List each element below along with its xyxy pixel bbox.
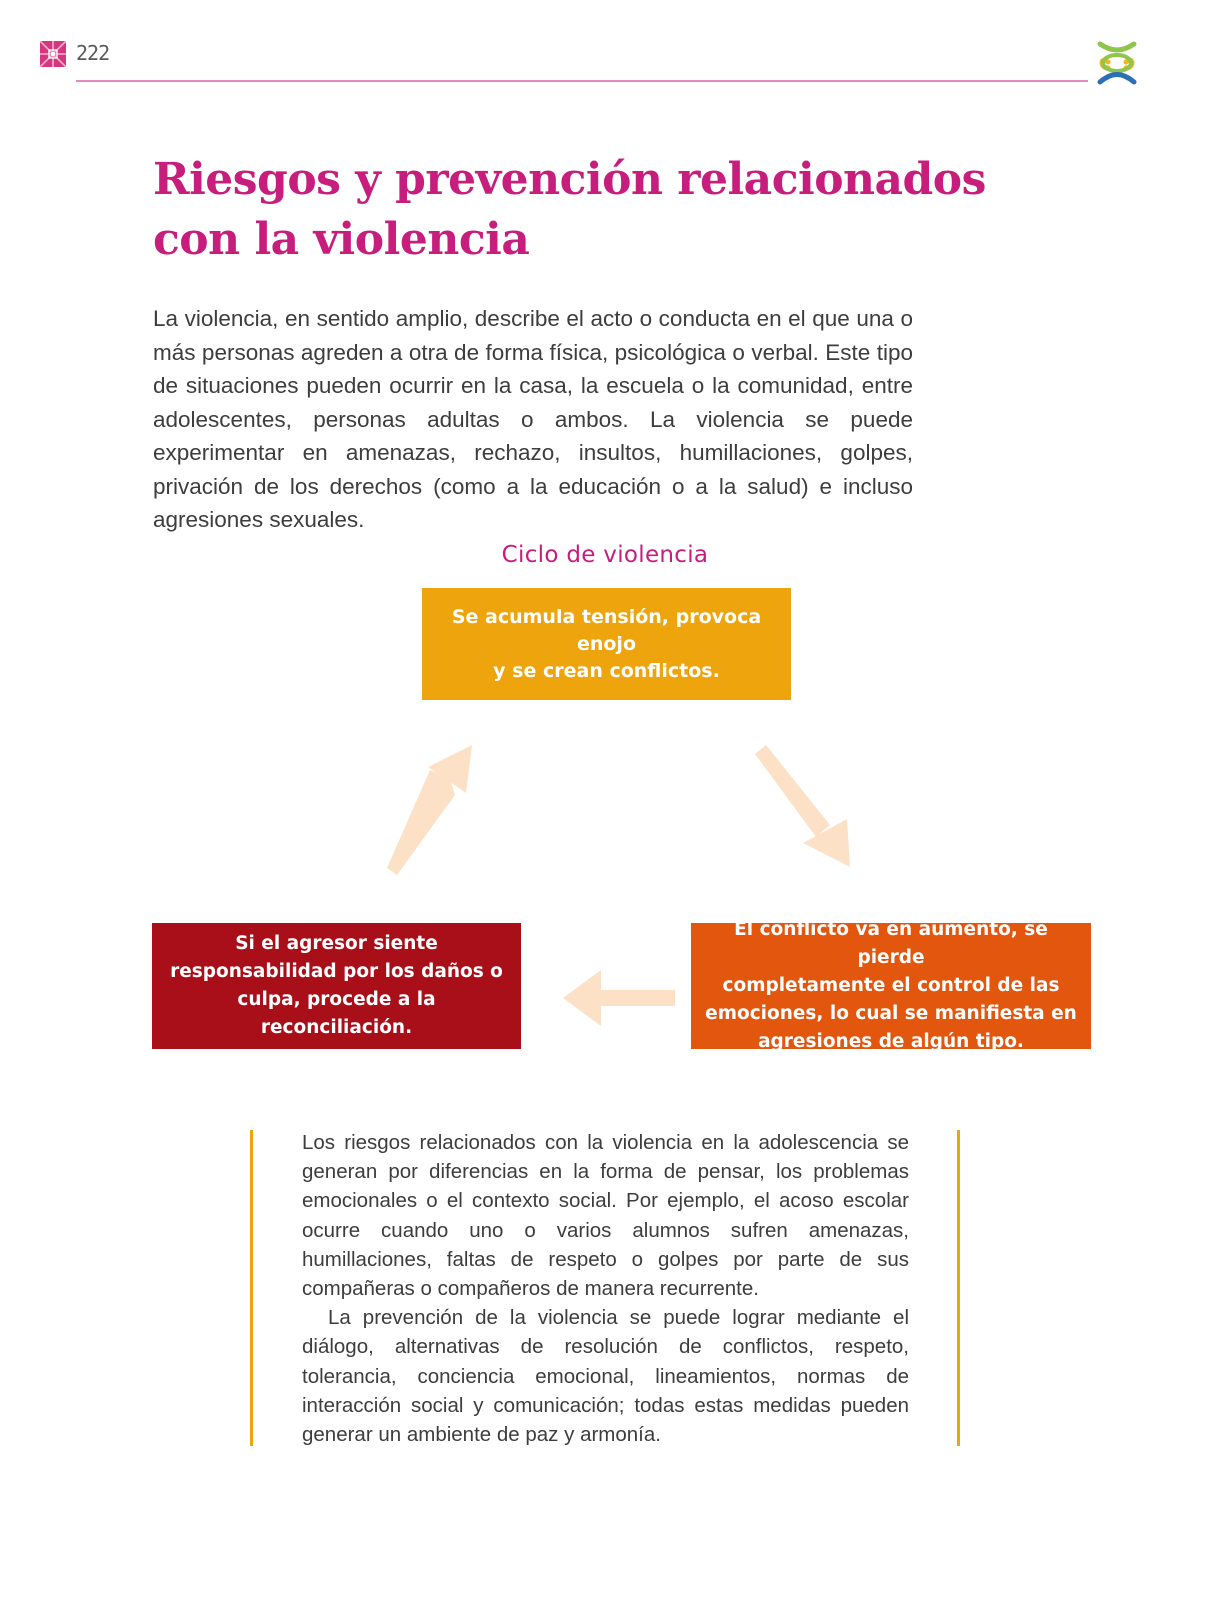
box-text-line: agresiones de algún tipo. xyxy=(758,1031,1024,1052)
pink-pattern-square-icon xyxy=(40,41,66,67)
box-text-line: culpa, procede a la reconciliación. xyxy=(237,989,436,1038)
box-text-line: Se acumula tensión, provoca enojo xyxy=(451,605,762,655)
intro-paragraph: La violencia, en sentido amplio, describe el acto o conducta en el que una o más personas agreden a otra de forma física, psicológica o verbal. Este tipo de situaciones pueden ocurrir en la casa, la escuela o la comunidad, entre adolescentes, personas adultas o ambos. La violencia se puede experimentar en amenazas, rechazo, insultos, humillaciones, golpes, privación de los derechos (como a la educación o a la salud) e incluso agresiones sexuales. xyxy=(153,306,913,532)
box-text-line: responsabilidad por los daños o xyxy=(170,961,503,982)
box-text-line: Si el agresor siente xyxy=(235,933,438,954)
cycle-box-tension xyxy=(422,588,791,700)
arrow-up-right-icon xyxy=(380,745,490,870)
arrow-down-right-icon xyxy=(755,745,865,870)
frame-rule-left xyxy=(250,1130,253,1446)
prevention-paragraph: La prevención de la violencia se puede lograr mediante el diálogo, alternativas de resolución de conflictos, respeto, tolerancia, conciencia emocional, lineamientos, normas de interacción social y comunicación; todas estas medidas pueden generar un ambiente de paz y armonía. xyxy=(302,1306,909,1447)
cycle-box-escalation xyxy=(691,919,1091,1052)
risks-text-block xyxy=(302,1128,909,1449)
box-text-line: completamente el control de las xyxy=(722,975,1060,996)
header-rule xyxy=(76,80,1088,82)
page-number: 222 xyxy=(76,41,110,65)
box-text-line: El conflicto va en aumento, se pierde xyxy=(734,919,1048,968)
title-line-2: con la violencia xyxy=(153,214,530,265)
page-title xyxy=(153,150,1053,270)
diagram-title: Ciclo de violencia xyxy=(501,542,709,568)
interlocking-rings-logo-icon xyxy=(1094,38,1140,86)
risks-paragraph: Los riesgos relacionados con la violencia en la adolescencia se generan por diferencias en la forma de pensar, los problemas emocionales o el contexto social. Por ejemplo, el acoso escolar ocurre cuando uno o varios alumnos sufren amenazas, humillaciones, faltas de respeto o golpes por parte de sus compañeras o compañeros de manera recurrente. xyxy=(302,1131,909,1301)
frame-rule-right xyxy=(957,1130,960,1446)
box-text-line: y se crean conflictos. xyxy=(493,659,720,682)
cycle-box-reconciliation xyxy=(152,923,521,1049)
title-line-1: Riesgos y prevención relacionados xyxy=(153,154,986,205)
arrow-left-icon xyxy=(563,970,675,1026)
box-text-line: emociones, lo cual se manifiesta en xyxy=(705,1003,1077,1024)
